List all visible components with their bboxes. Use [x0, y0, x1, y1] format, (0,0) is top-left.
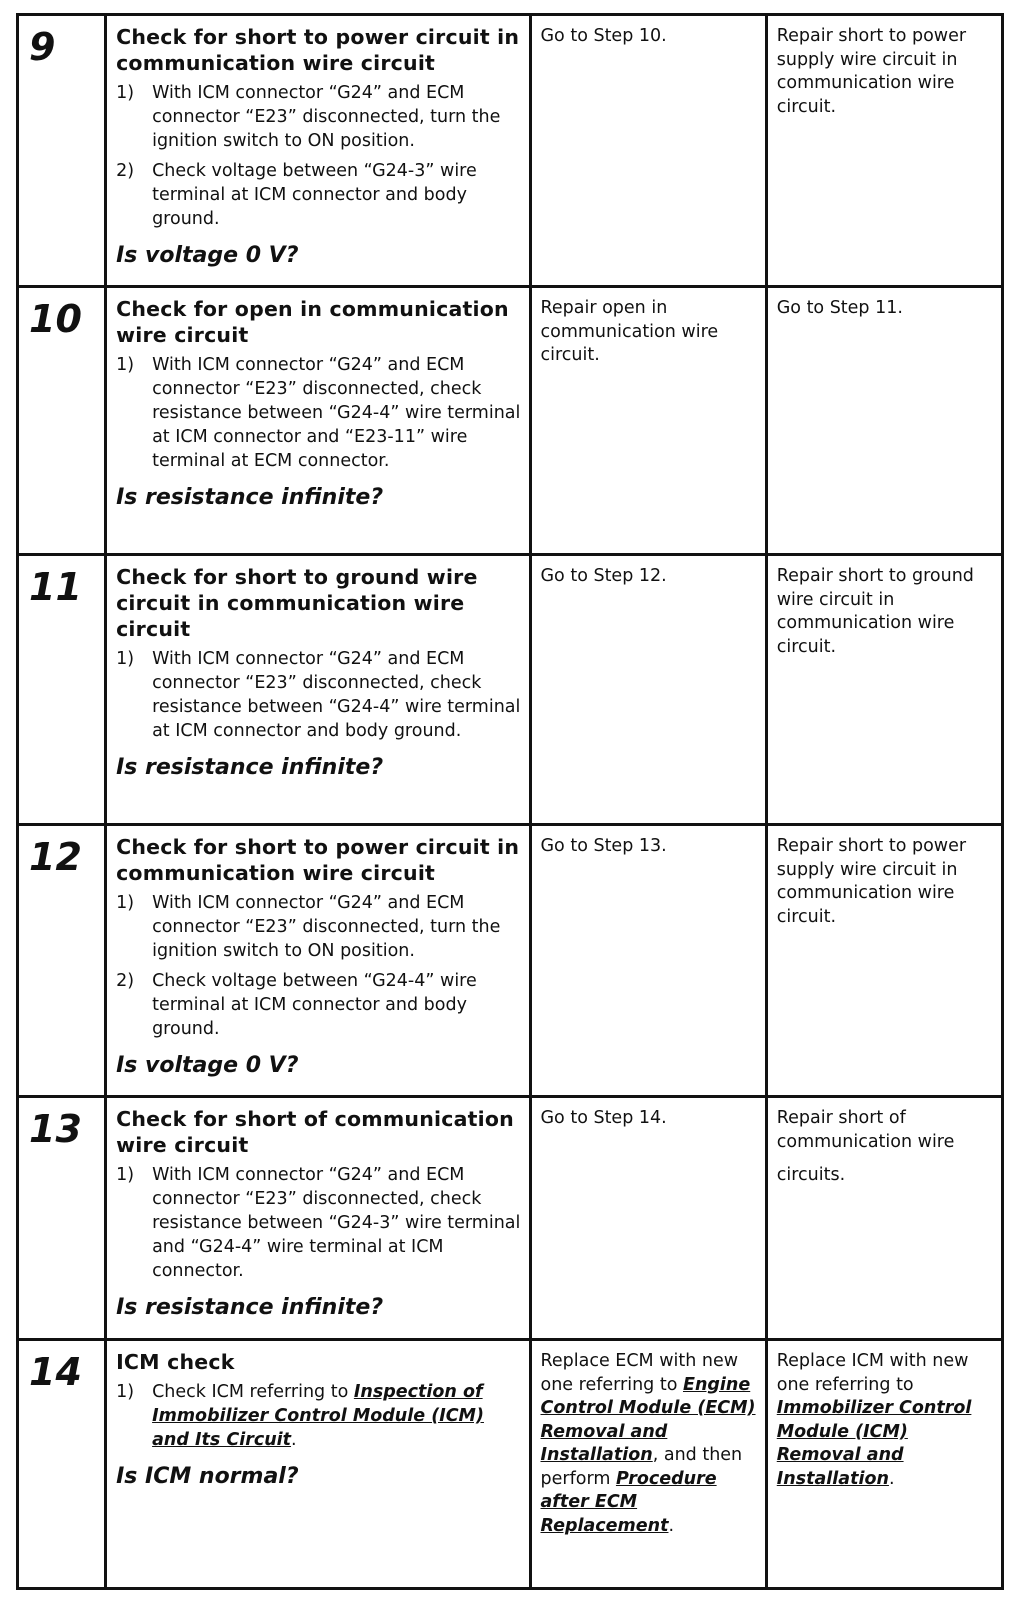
step-number-cell: [18, 825, 106, 1097]
substep-text: With ICM connector “G24” and ECM connector “E23” disconnected, check resistance between “G24-4” wire terminal at ICM connector and body ground.: [152, 649, 521, 741]
step-row: [18, 1097, 1003, 1340]
step-no-cell: [766, 1097, 1002, 1340]
step-number-cell: [18, 1097, 106, 1340]
procedure-after-ecm-link[interactable]: Procedure after ECM Replacement: [540, 1468, 717, 1536]
substep: [116, 647, 520, 743]
substep-index: 1): [116, 893, 135, 913]
no-text-end: .: [888, 1468, 895, 1489]
substep-index: 2): [116, 161, 135, 181]
step-row: [18, 825, 1003, 1097]
substep: [116, 81, 520, 153]
step-no-cell: Repair short to power supply wire circuit in communication wire circuit.: [766, 15, 1002, 287]
step-no-cell: Repair short to ground wire circuit in communication wire circuit.: [766, 555, 1002, 825]
step-action-cell: [106, 555, 530, 825]
step-title: Check for short of communication wire circuit: [116, 1107, 514, 1157]
substep-text: With ICM connector “G24” and ECM connector “E23” disconnected, check resistance between “G24-3” wire terminal and “G24-4” wire terminal at ICM connector.: [152, 1165, 521, 1281]
ecm-removal-link[interactable]: Engine Control Module (ECM) Removal and Installation: [540, 1374, 756, 1465]
substep-index: 1): [116, 1165, 135, 1185]
step-no-cell: [766, 1340, 1002, 1589]
step-yes-cell: Go to Step 10.: [530, 15, 766, 287]
step-number: 11: [29, 565, 82, 609]
step-question: Is ICM normal?: [116, 1464, 299, 1489]
step-action-cell: [106, 825, 530, 1097]
diagnostic-steps-table: [16, 13, 1004, 1590]
step-substeps: [116, 81, 520, 231]
step-no-cell: Go to Step 11.: [766, 287, 1002, 555]
substep-index: 1): [116, 355, 135, 375]
step-yes-cell: Repair open in communication wire circuit.: [530, 287, 766, 555]
step-action-cell: [106, 1097, 530, 1340]
step-title: Check for open in communication wire circuit: [116, 297, 509, 347]
step-question: Is voltage 0 V?: [116, 1053, 299, 1078]
step-yes-cell: Go to Step 12.: [530, 555, 766, 825]
substep: [116, 1163, 520, 1283]
substep-text: Check ICM referring to: [152, 1382, 354, 1402]
step-question: Is voltage 0 V?: [116, 243, 299, 268]
step-number-cell: [18, 15, 106, 287]
substep-text: With ICM connector “G24” and ECM connector “E23” disconnected, turn the ignition switch to ON position.: [152, 893, 501, 961]
substep-index: 1): [116, 83, 135, 103]
step-substeps: [116, 1380, 520, 1452]
step-substeps: [116, 1163, 520, 1283]
substep-text-end: .: [291, 1430, 297, 1450]
step-question: Is resistance infinite?: [116, 485, 384, 510]
step-yes-cell: [530, 1340, 766, 1589]
step-row: [18, 555, 1003, 825]
step-number: 13: [29, 1107, 82, 1151]
step-number: 9: [29, 25, 56, 69]
step-substeps: [116, 353, 520, 473]
step-title: Check for short to power circuit in communication wire circuit: [116, 25, 520, 75]
yes-text: , and then perform: [540, 1445, 743, 1489]
line-gap: [777, 1154, 993, 1164]
substep: [116, 969, 520, 1041]
substep-text: Check voltage between “G24-3” wire terminal at ICM connector and body ground.: [152, 161, 477, 229]
substep: [116, 159, 520, 231]
step-no-cell: Repair short to power supply wire circuit in communication wire circuit.: [766, 825, 1002, 1097]
step-yes-cell: Go to Step 14.: [530, 1097, 766, 1340]
substep-text: With ICM connector “G24” and ECM connector “E23” disconnected, turn the ignition switch to ON position.: [152, 83, 501, 151]
step-question: Is resistance infinite?: [116, 755, 384, 780]
step-title: Check for short to power circuit in communication wire circuit: [116, 835, 520, 885]
substep-index: 1): [116, 1382, 135, 1402]
step-action-cell: [106, 1340, 530, 1589]
no-text: Replace ICM with new one referring to: [776, 1351, 969, 1395]
step-substeps: [116, 647, 520, 743]
step-action-cell: [106, 287, 530, 555]
step-row: [18, 287, 1003, 555]
step-question: Is resistance infinite?: [116, 1295, 384, 1320]
step-number: 12: [29, 835, 82, 879]
step-yes-cell: Go to Step 13.: [530, 825, 766, 1097]
step-number-cell: [18, 1340, 106, 1589]
substep-text: Check voltage between “G24-4” wire terminal at ICM connector and body ground.: [152, 971, 477, 1039]
step-substeps: [116, 891, 520, 1041]
step-action-cell: [106, 15, 530, 287]
icm-removal-link[interactable]: Immobilizer Control Module (ICM) Removal and Installation: [776, 1398, 972, 1489]
substep-index: 1): [116, 649, 135, 669]
substep: [116, 1380, 520, 1452]
yes-text-end: .: [668, 1515, 675, 1536]
substep: [116, 891, 520, 963]
step-row: [18, 1340, 1003, 1589]
step-number-cell: [18, 287, 106, 555]
step-no-text: Repair short of communication wire: [776, 1108, 955, 1152]
step-title: ICM check: [116, 1350, 235, 1374]
yes-text: Replace ECM with new one referring to: [540, 1351, 739, 1395]
step-title: Check for short to ground wire circuit in communication wire circuit: [116, 565, 478, 641]
substep-text: With ICM connector “G24” and ECM connector “E23” disconnected, check resistance between “G24-4” wire terminal at ICM connector and “E23-11” wire terminal at ECM connector.: [152, 355, 521, 471]
step-number: 10: [29, 297, 82, 341]
substep-index: 2): [116, 971, 135, 991]
substep: [116, 353, 520, 473]
step-number: 14: [29, 1350, 82, 1394]
step-number-cell: [18, 555, 106, 825]
inspection-icm-link[interactable]: Inspection of Immobilizer Control Module (ICM) and Its Circuit: [152, 1382, 484, 1450]
step-row: [18, 15, 1003, 287]
step-no-text: circuits.: [776, 1165, 846, 1185]
